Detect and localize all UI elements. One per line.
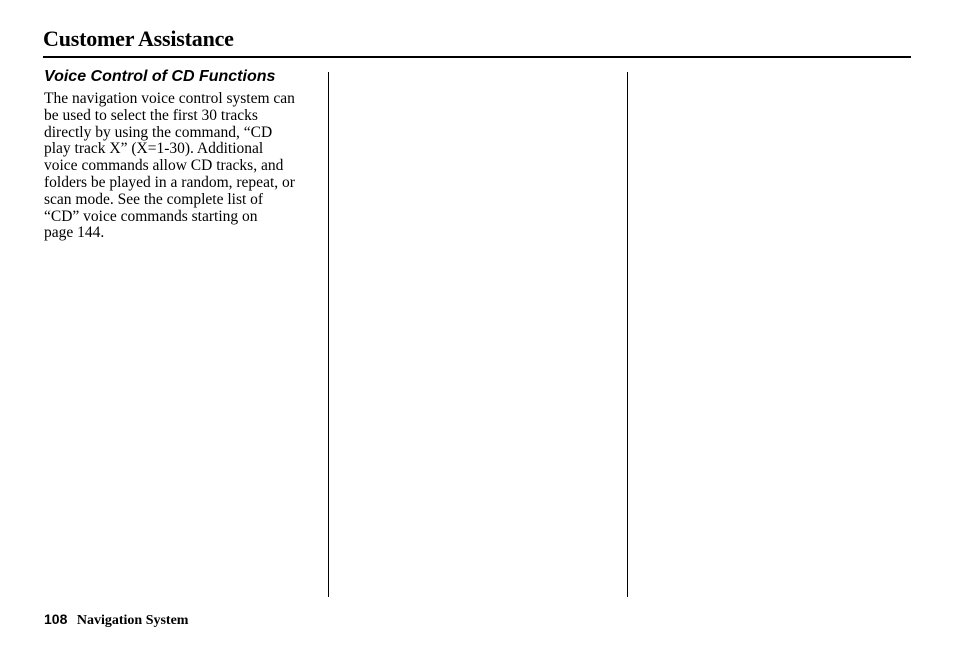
- body-line: voice commands allow CD tracks, and: [44, 157, 284, 175]
- body-line: be used to select the first 30 tracks: [44, 106, 258, 124]
- body-line: directly by using the command, “CD: [44, 123, 273, 141]
- page-footer: [44, 610, 188, 630]
- page-title: Customer Assistance: [43, 26, 234, 51]
- body-line: scan mode. See the complete list of: [44, 190, 264, 208]
- page-number: 108: [44, 611, 68, 627]
- footer-label: Navigation System: [76, 613, 189, 628]
- body-line: play track X” (X=1-30). Additional: [44, 140, 264, 158]
- body-line: “CD” voice commands starting on: [44, 207, 258, 225]
- column-divider-right: [627, 72, 628, 597]
- section-heading: Voice Control of CD Functions: [44, 68, 276, 85]
- title-rule: [43, 56, 911, 58]
- page-reference-line: page 144.: [44, 224, 105, 242]
- body-line: folders be played in a random, repeat, or: [44, 173, 295, 191]
- column-divider-left: [328, 72, 329, 597]
- section-body: [44, 91, 320, 242]
- body-line: The navigation voice control system can: [44, 90, 295, 107]
